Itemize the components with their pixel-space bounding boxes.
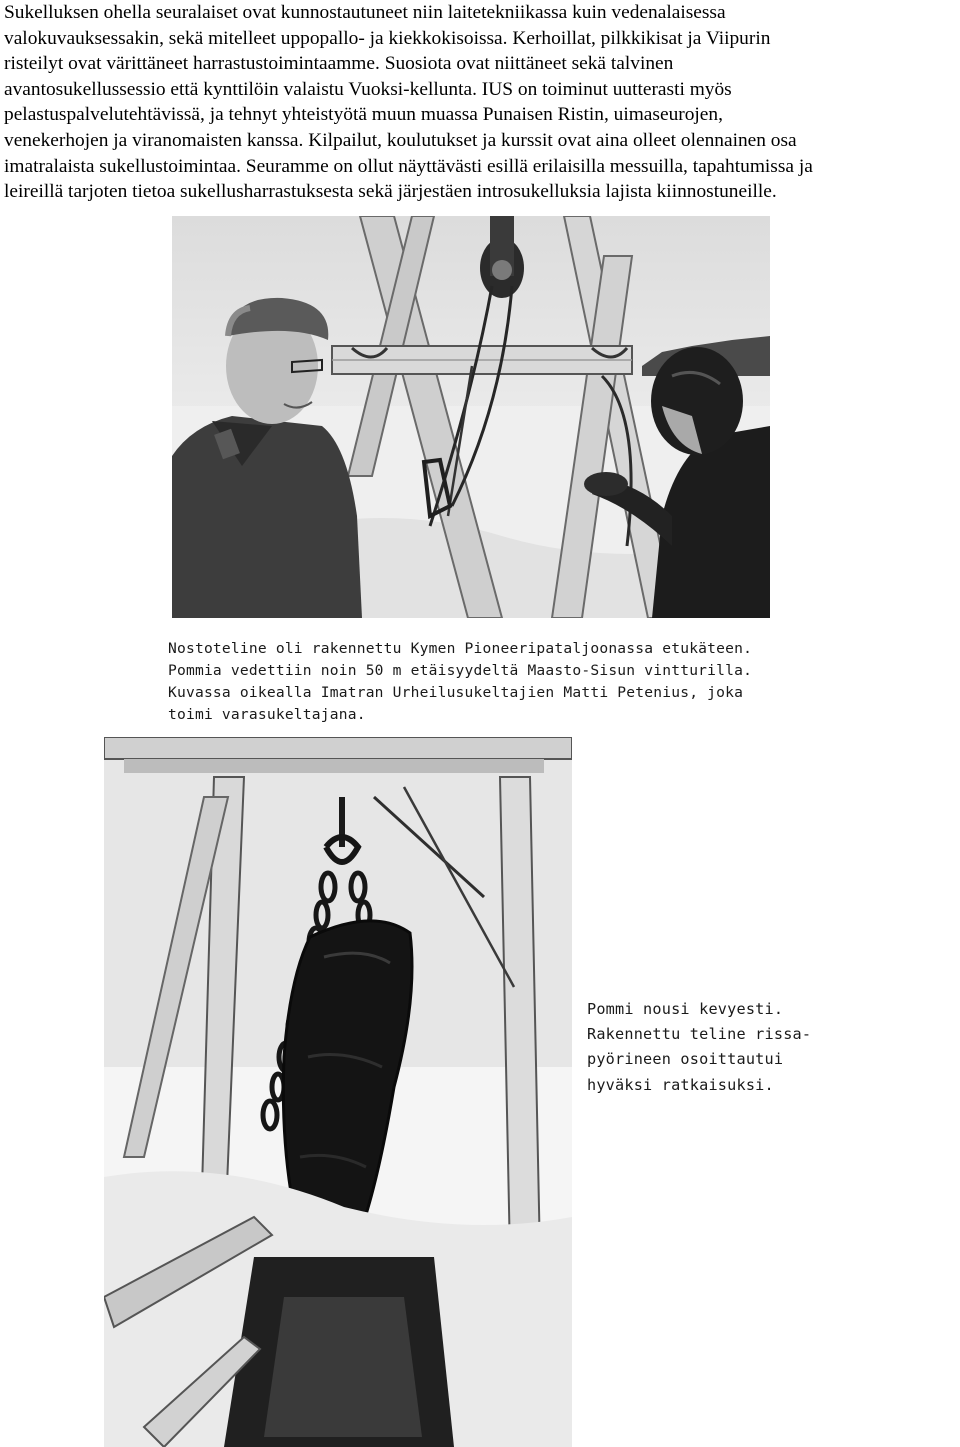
caption-line: Pommia vedettiin noin 50 m etäisyydeltä Maasto-Sisun vintturilla. — [168, 662, 753, 679]
photo-raised-bomb — [104, 737, 572, 1447]
caption-line: Kuvassa oikealla Imatran Urheilusukeltajien Matti Petenius, joka — [168, 684, 744, 701]
article-line: risteilyt ovat värittäneet harrastustoimintaamme. Suosiota ovat niittäneet sekä talvinen — [4, 53, 674, 75]
photo-caption-1 — [168, 638, 752, 726]
article-line: valokuvauksessakin, sekä mitelleet uppopallo- ja kiekkokisoissa. Kerhoillat, pilkkikisat ja Viipurin — [4, 27, 771, 49]
article-line: Sukelluksen ohella seuralaiset ovat kunnostautuneet niin laitetekniikassa kuin vedenalaisessa — [4, 2, 726, 23]
article-line: leireillä tarjoten tietoa sukellusharrastuksesta sekä järjestäen introsukelluksia lajista kiinnostuneille. — [4, 181, 777, 203]
caption-line: toimi varasukeltajana. — [168, 706, 366, 723]
caption-line: hyväksi ratkaisuksi. — [587, 1075, 774, 1094]
article-line: pelastuspalvelutehtävissä, ja tehnyt yhteistyötä muun muassa Punaisen Ristin, uimaseurojen, — [4, 104, 723, 126]
article-text — [4, 0, 956, 205]
caption-line: Nostoteline oli rakennettu Kymen Pioneeripataljoonassa etukäteen. — [168, 640, 753, 657]
article-line: avantosukellussessio että kynttilöin valaistu Vuoksi-kellunta. IUS on toiminut uutterasti myös — [4, 78, 732, 100]
article-line: venekerhojen ja viranomaisten kanssa. Kilpailut, koulutukset ja kurssit ovat aina olleet olennainen osa — [4, 129, 797, 151]
caption-line: Pommi nousi kevyesti. — [587, 1000, 784, 1018]
photo-caption-2 — [587, 997, 811, 1098]
photo-lifting-frame-with-men — [172, 216, 770, 618]
article-line: imatralaista sukellustoimintaa. Seuramme on ollut näyttävästi esillä erilaisilla messuilla, tapahtumissa ja — [4, 155, 813, 177]
caption-line: Rakennettu teline rissa- — [587, 1025, 812, 1044]
caption-line: pyörineen osoittautui — [587, 1050, 784, 1069]
